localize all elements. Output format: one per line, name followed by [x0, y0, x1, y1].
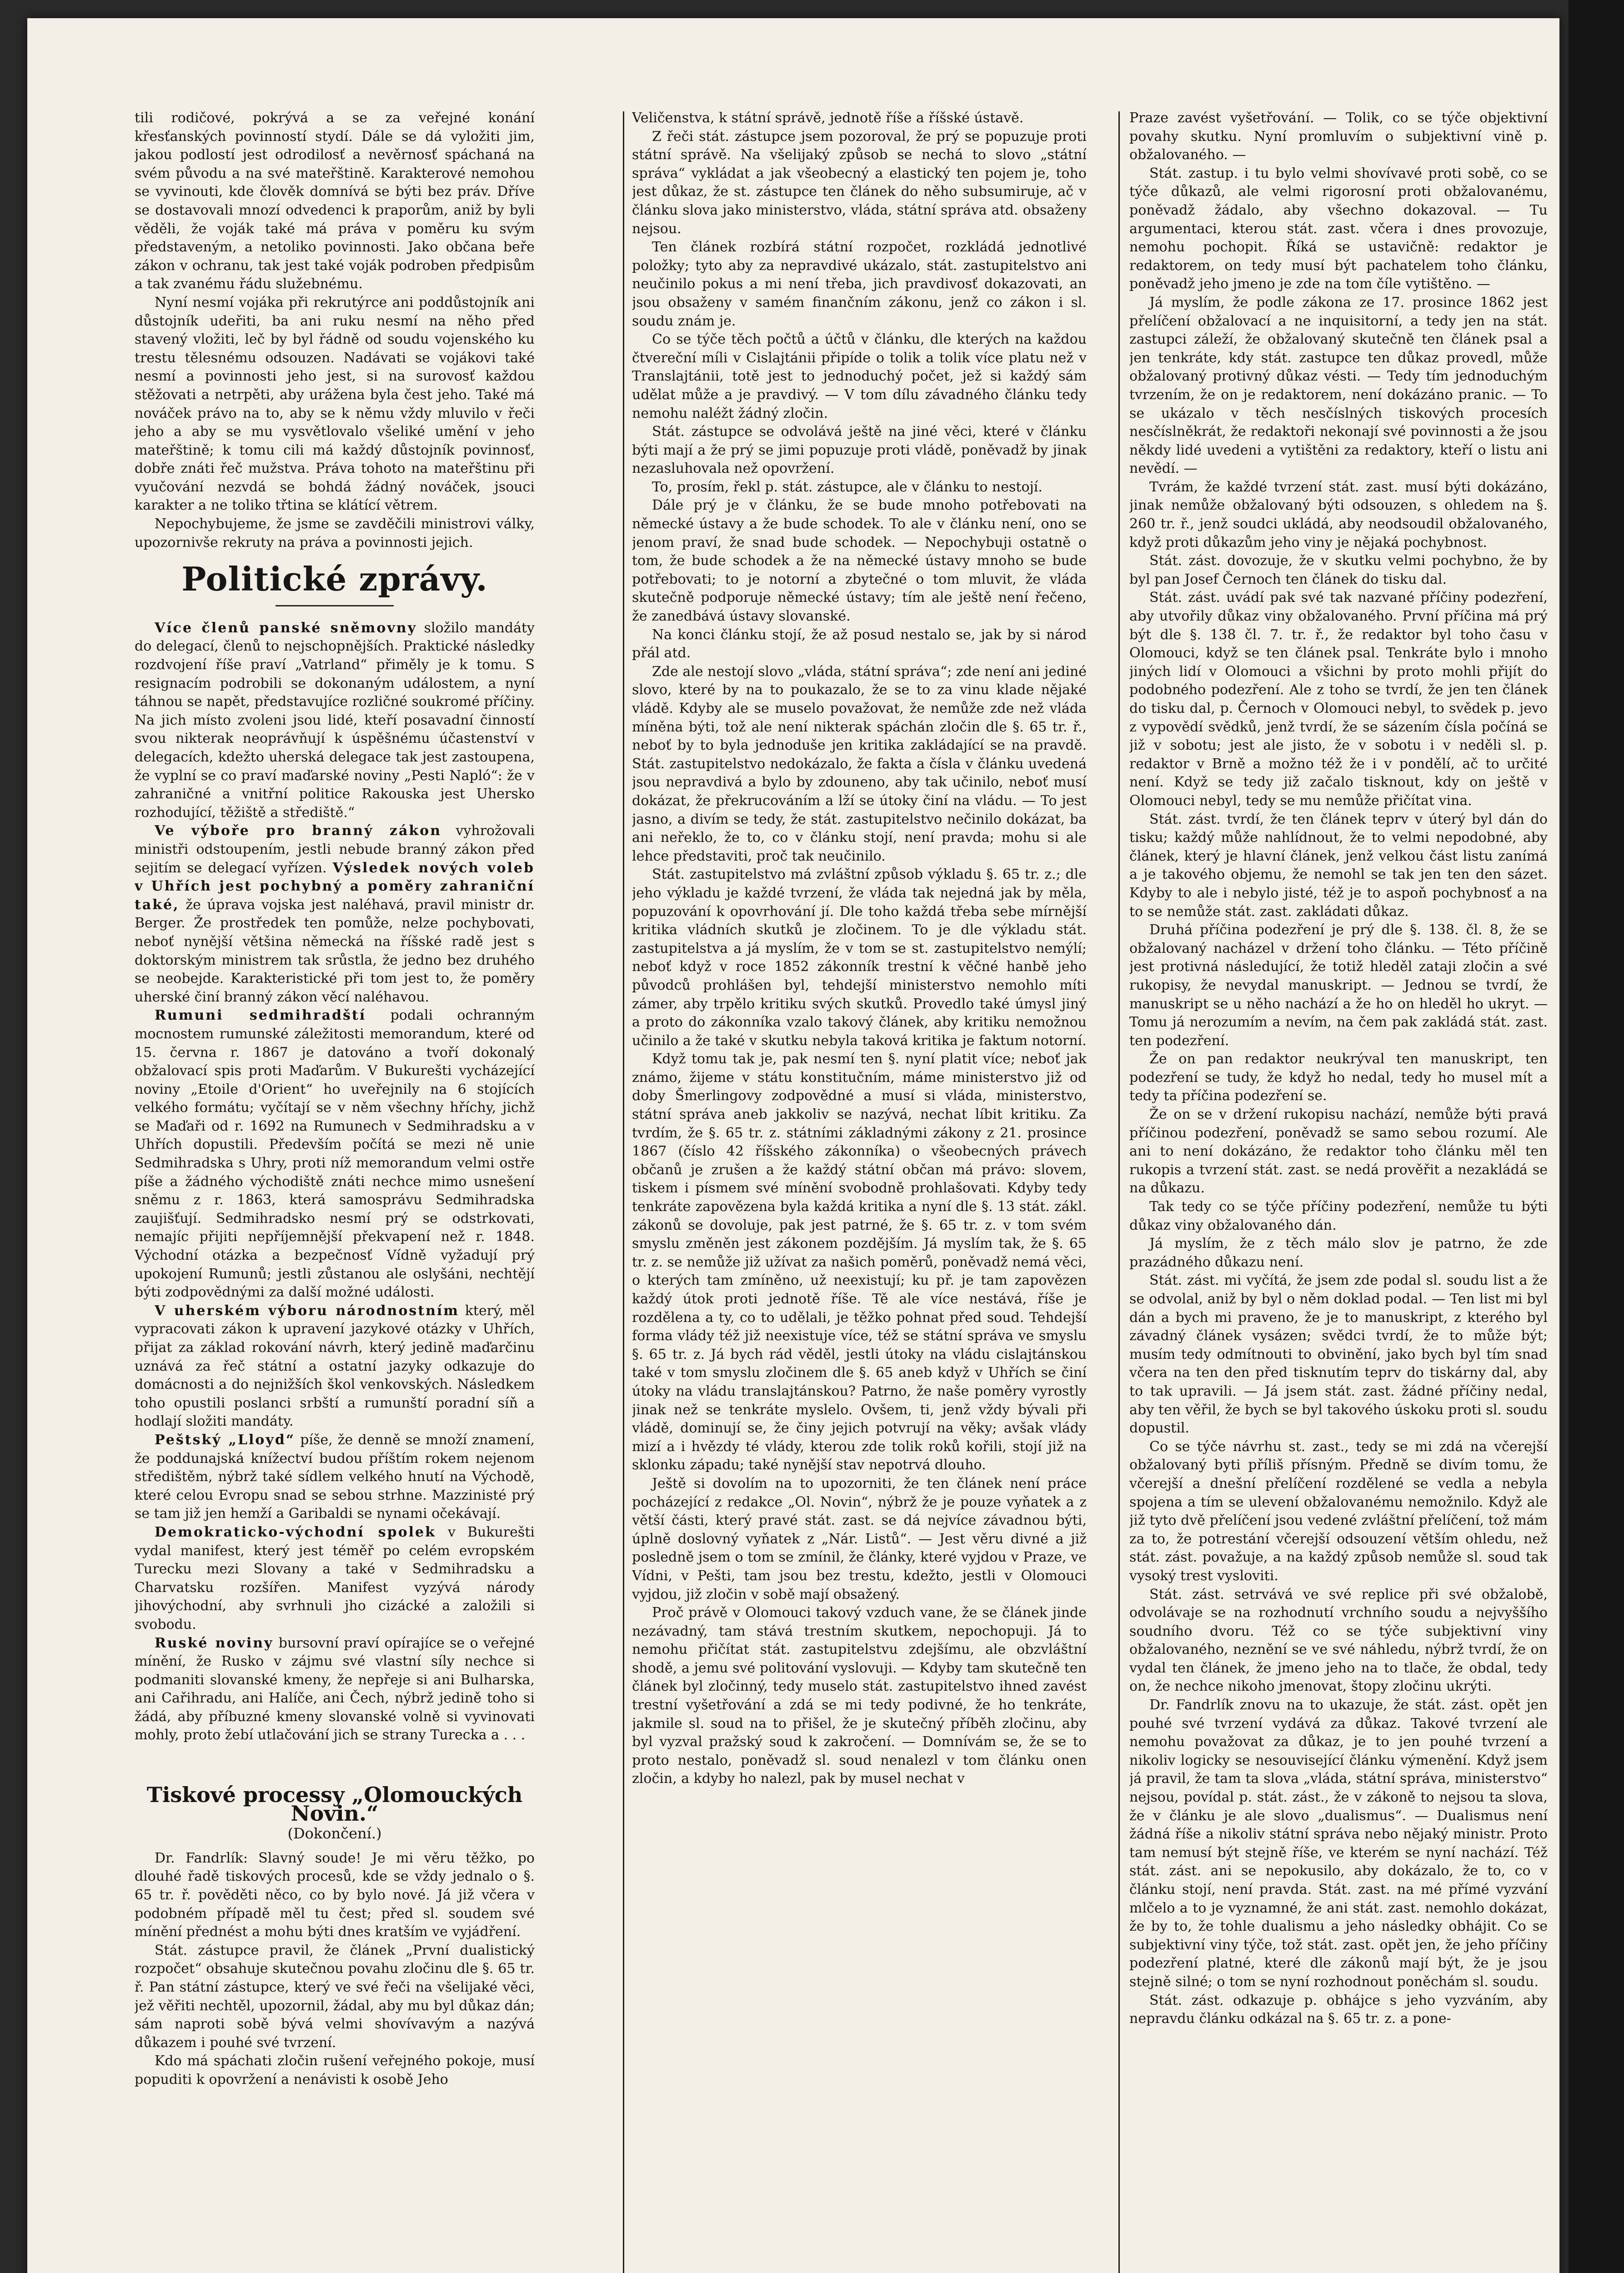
paragraph: Stát. zastupitelstvo má zvláštní způsob výkladu §. 65 tr. z.; dle jeho výkladu je každé tvrzení, že vláda tak nejedná jak by měla, popuzování k opovrhování jí. Dle toho každá třeba sebe mírnější kritika vládních skutků je zločinem. To je dle výkladu stát. zastupitelstva a já myslím, že v tom se st. zastupitelstvo nemýlí; neboť když v roce 1852 zákonník trestní k věčné hanbě jeho původců prohlášen byl, tehdejší ministerstvo nemohlo míti zámer, aby trpělo kritiku svých skutků. Provedlo také úmysl jiný a proto do zákonníka vzalo takový článek, aby kritiku nemožnou učinilo a že také v skutku nebyla taková kritika je faktum notorní. [632, 866, 1087, 1049]
news-item [135, 1006, 535, 1302]
paragraph: Zde ale nestojí slovo „vláda, státní správa“; zde není ani jediné slovo, které by na to poukazalo, že se to za vinu klade nějaké vládě. Kdyby ale se muselo považovat, že nemůže zde než vláda míněna býti, tož ale není nikterak spáchán zločin dle §. 65 tr. ř., neboť by to byla jednoduše jen kritika zakládající se na pravdě. Stát. zastupitelstvo nedokázalo, že fakta a čísla v článku uvedená jsou nepravdivá a bylo by zdouneno, aby tak učinilo, neboť musí dokázat, že překrucováním a lží se útoky činí na vládu. — To jest jasno, a divím se tedy, že stát. zastupitelstvo nečinilo dokázat, ba ani neřeklo, že to, co v článku stojí, není pravda; mohu si ale lehce představiti, proč tak neučinilo. [632, 663, 1087, 864]
news-item [135, 822, 535, 1006]
paragraph: Co se týče těch počtů a účtů v článku, dle kterých na každou čtvereční míli v Cislajtánii připíde o tolik a tolik více platu než v Translajtánii, totě jest to jednoduchý počet, jež si každý sám udělat může a je pravdivý. — V tom dílu závadného článku tedy nemohu naléžt žádný zločin. [632, 331, 1087, 421]
section-heading: Politické zprávy. [181, 560, 488, 599]
news-item-lead: Demokraticko-východní spolek [155, 1524, 436, 1540]
paragraph: Proč právě v Olomouci takový vzduch vane, že se článek jinde nezávadný, tam stává trestním skutkem, nepochopuji. Já to nemohu přičítat stát. zastupitelstvu zdejšímu, ale obzvláštní shodě, a jemu své politování vyslovuji. — Kdyby tam skutečně ten článek byl zločinný, tedy muselo stát. zastupitelstvo ihned zavést trestní vyšetřování a zdá se mi tedy podivné, že ho tenkráte, jakmile sl. soud na to přišel, že je skutečný příběh zločinu, aby byl vyzval pražský soud k zakročení. — Domnívám se, že se to proto nestalo, poněvadž sl. soud nenalezl v tom článku onen zločin, a kdyby ho nalezl, pak by musel nechat v [632, 1605, 1087, 1787]
scan-edge [1569, 0, 1624, 2273]
paragraph: Stát. zást. odkazuje p. obhájce s jeho vyzváním, aby nepravdu článku odkázal na §. 65 tr. z. a pone- [1129, 1992, 1548, 2027]
news-item [135, 1634, 535, 1745]
paragraph: Ten článek rozbírá státní rozpočet, rozkládá jednotlivé položky; tyto aby za nepravdivé ukázalo, stát. zastupitelstvo ani neučinilo pokus a mi není třeba, jich pravdivosť dokazovati, an jsou obsaženy v samém finančním zákonu, jenž co zákon i sl. soudu znám je. [632, 239, 1087, 329]
paragraph: Co se týče návrhu st. zast., tedy se mi zdá na včerejší obžalovaný byti příliš přísným. Předně se divím tomu, že včerejší a dnešní přelíčení rozdělené se vedla a nebyla spojena a tím se ulevení obžalovanému nemožnilo. Když ale již tyto dvě přelíčení jsou vedené zvláštní přelíčení, tož mám za to, že potrestání včerejší odsouzení větším ohledu, než stát. zást. považuje, a na každý způsob nemůže sl. soud tak vysoký trest vysloviti. [1129, 1438, 1548, 1584]
news-item-lead: Ruské noviny [155, 1635, 274, 1651]
news-item-lead: Ve výboře pro branný zákon [155, 823, 442, 839]
paragraph: Ještě si dovolím na to upozorniti, že ten článek není práce pocházející z redakce „Ol. Novin“, nýbrž že je pouze vyňatek a z větší části, který pravé stát. zast. se dá nejvíce závadnou býti, úplně doslovný vyňatek z „Nár. Listů“. — Jest věru divné a již posledně jsem o tom se zmínil, že články, které vyjdou v Praze, ve Vídni, v Pešti, tam jsou bez trestu, kdežto, jestli v Olomouci vyjdou, již zločin v sobě mají obsažený. [632, 1475, 1087, 1602]
news-item-lead: Výsledek nových voleb v Uhřích jest pochybný a poměry zahraniční také, [135, 860, 535, 913]
paragraph: Nyní nesmí vojáka při rekrutýrce ani poddůstojník ani důstojník udeřiti, ba ani ruku nesmí na něho před stavený vložiti, leč by byl řádně od soudu vojenského ku trestu tělesnému odsouzen. Nadávati se vojákovi také nesmí a povinnosti jeho jest, si na surovosť každou stěžovati a netrpěti, aby urážena byla čest jeho. Také má nováček právo na to, aby se k němu vždy mluvilo v řeči jeho a aby se mu vysvětlovalo všeliké umění v jeho mateřštině; k tomu cili má každý důstojník povinnosť, dobře znáti řeč mužstva. Práva tohoto na mateřštinu při vyučování nezvdá se bohdá žádný nováček, jsouci karakter a ne toliko třtina se klátící větrem. [135, 294, 535, 514]
news-item-text: který, měl vypracovati zákon k upravení jazykové otázky v Uhřích, přijat za základ rokování návrh, který jedině maďarčinu uznává za řeč státní a ostatní jazyky odkazuje do domácnosti a do nejnižších škol venkovských. Následkem toho opustili poslanci srbští a rumunští poradní síň a hodlají složiti mandáty. [135, 1302, 535, 1430]
column-rule [1118, 111, 1120, 2273]
news-item-text: v Bukurešti vydal manifest, který jest téměř po celém evropském Turecku mezi Slovany a také v Sedmihradsku a Charvatsku rozšířen. Manifest vyzývá národy jihovýchodní, aby svrhnuli jho cizácké a založili si svobodu. [135, 1524, 535, 1632]
paragraph: Veličenstva, k státní správě, jednotě říše a říšské ústavě. [632, 110, 1024, 126]
news-item [135, 619, 535, 822]
heading-rule [276, 605, 394, 606]
paragraph: Z řeči stát. zástupce jsem pozoroval, že prý se popuzuje proti státní správě. Na všelijaký způsob se nechá to slovo „státní správa“ vykládat a jak všeobecný a elastický ten pojem je, toho jest důkaz, že st. zástupce ten článek do něho subsumiruje, ač v článku slova jako ministerstvo, vláda, státní správa atd. obsaženy nejsou. [632, 128, 1087, 237]
article-heading: Tiskové processy „Olomouckých Novin.“ [146, 1782, 523, 1826]
paragraph: Tak tedy co se týče příčiny podezření, nemůže tu býti důkaz viny obžalovaného dán. [1129, 1199, 1548, 1233]
column-rule [623, 111, 624, 2273]
paragraph: Stát. zást. setrvává ve své replice při své obžalobě, odvolávaje se na rozhodnutí vrchního soudu a nejvyššího soudního dvoru. Též co se týče subjektivní viny obžalovaného, neznění se ve své náhledu, nýbrž tvrdí, že on vydal ten článek, že jmeno jeho na to tlače, že obdal, tedy on, že nechce nikoho jmenovat, štopy zločinu ukrýti. [1129, 1586, 1548, 1695]
paragraph: Na konci článku stojí, že až posud nestalo se, jak by si národ přál atd. [632, 626, 1087, 661]
news-item-lead: Rumuni sedmihradští [155, 1007, 366, 1024]
paragraph: tili rodičové, pokrývá a se za veřejné konání křesťanských povinností stydí. Dále se dá vyložiti jim, jakou podlostí jest odrodilosť a nevěrnosť spáchaná na svém původu a na své mateřštině. Karakterové nemohou se vyvinouti, kde člověk domnívá se býti bez práv. Dříve se dostavovali mnozí odvedenci k praporům, aniž by byli věděli, že voják také má práva v poměru ku svým představeným, a netoliko povinnosti. Jako občana beře zákon v ochranu, tak jest také voják podroben předpisům a tak zvanému řádu služebnému. [135, 110, 535, 292]
paragraph: To, prosím, řekl p. stát. zástupce, ale v článku to nestojí. [652, 479, 1043, 495]
news-item-lead: Více členů panské sněmovny [155, 620, 417, 636]
news-item [135, 1523, 535, 1634]
news-item-lead: V uherském výboru národnostním [155, 1302, 460, 1319]
paragraph: Stát. zástupce pravil, že článek „První dualistický rozpočet“ obsahuje skutečnou povahu zločinu dle §. 65 tr. ř. Pan státní zástupce, který ve své řeči na všelijaké věci, jež věřiti nechtěl, upozornil, žádal, aby mu byl důkaz dán; sám naproti sobě bývá velmi shovívavým a nazývá důkazem i pouhé své tvrzení. [135, 1942, 535, 2051]
news-item-lead: Peštský „Lloyd“ [155, 1432, 296, 1448]
paragraph: Kdo má spáchati zločin rušení veřejného pokoje, musí popuditi k opovržení a nenávisti k osobě Jeho [135, 2053, 535, 2088]
paragraph: Stát. zástupce se odvolává ještě na jiné věci, které v článku býti mají a že prý se jimi popuzuje proti vládě, poněvadž by jinak nezasluhovala než opovržení. [632, 424, 1087, 477]
paragraph: Já myslím, že podle zákona ze 17. prosince 1862 jest přelíčení obžalovací a ne inquisitorní, a tedy jen na stát. zastupci záleží, že obžalovaný skutečně ten článek psal a jen tenkráte, kdy stát. zastupce ten důkaz provedl, může obžalovaný protivný důkaz vésti. — Tedy tím jednoduchým tvrzením, že on je redaktorem, není dokázáno pranic. — To se ukázalo v těch nesčíslných tiskových procesích nesčíslněkrát, že redaktoři nekonají své povinnosti a že jsou někdy lidé uvedeni a vytištěni za redaktory, kteří o listu ani nevědí. — [1129, 294, 1548, 477]
column-2 [632, 109, 1087, 2273]
paragraph: Dr. Fandrlík znovu na to ukazuje, že stát. zást. opět jen pouhé své tvrzení vydává za důkaz. Takové tvrzení ale nemohu považovat za důkaz, je to jen pouhé tvrzení a nikoliv logicky se nesouvisející článku výmenění. Když jsem já pravil, že tam ta slova „vláda, státní správa, ministerstvo“ nejsou, povídal p. stát. zást., že v zákoně to nejsou ta slova, že v článku je ale slovo „dualismus“. — Dualismus není žádná říše a nikoliv státní správa nebo nějaký ministr. Proto tam nemusí být stejně říše, ve kterém se nyní nachází. Též stát. zást. ani se nepokusilo, aby dokázalo, že to, co v článku stojí, není pravda. Stát. zast. na mé přímé vyzvání mlčelo a to je vyznamné, že ani stát. zast. nemohlo dokázat, že by to, že tohle dualismu a jeho následky obhájit. Co se subjektivní viny týče, tož stát. zast. opět jen, že jeho příčiny podezření platné, které dle zákonů mají být, že je jsou stejně silné; o tom se nyní rozhodnout poněchám sl. soudu. [1129, 1697, 1548, 1990]
paragraph: Dále prý je v článku, že se bude mnoho potřebovati na německé ústavy a že bude schodek. To ale v článku není, ono se jenom praví, že snad bude schodek. — Nepochybuji ostatně o tom, že bude schodek a že na německé ústavy mnoho se bude potřebovati; to je notorní a zbytečné o tom mluvit, že vláda skutečně podporuje německé ústavy; tím ale ještě není řečeno, že zanedbává ústavy slovanské. [632, 497, 1087, 625]
paragraph: Tvrám, že každé tvrzení stát. zast. musí býti dokázáno, jinak nemůže obžalovaný býti odsouzen, s ohledem na §. 260 tr. ř., jenž soudci ukládá, aby neodsoudil obžalovaného, když proti důkazům jeho viny je nějaká pochybnost. [1129, 479, 1548, 551]
column-1 [135, 109, 535, 2273]
news-item-text: bursovní praví opírajíce se o veřejné mínění, že Rusko v zájmu své vlastní síly nechce si podmaniti slovanské kmeny, že nepřeje si ani Bulharska, ani Cařihradu, ani Halíče, ani Čech, nýbrž jedině toho si žádá, aby příbuzné kmeny slovanské volně si vyvinovati mohly, proto žebí utlačování jich se strany Turecka a . . . [135, 1635, 535, 1743]
paragraph: Že on pan redaktor neukrýval ten manuskript, ten podezření se tudy, že když ho nedal, tedy ho musel mít a tedy ta příčina podezření se. [1129, 1051, 1548, 1104]
paragraph: Já myslím, že z těch málo slov je patrno, že zde prazádného důkazu není. [1129, 1236, 1548, 1270]
paragraph: Praze zavést vyšetřování. — Tolik, co se týče objektivní povahy skutku. Nyní promluvím o subjektivní vině p. obžalovaného. — [1129, 110, 1548, 163]
news-item-text: píše, že denně se množí znamení, že poddunajská knížectví budou příštím rokem nejenom středištěm, nýbrž také sídlem velkého hnutí na Východě, které celou Evropu snad se sebou strhne. Mazzinisté prý se tam již jen hemží a Garibaldi se nynami očekávají. [135, 1432, 535, 1522]
paragraph: Když tomu tak je, pak nesmí ten §. nyní platit více; neboť jak známo, žijeme v státu konstitučním, máme ministerstvo již od doby Šmerlingovy zodpovědné a musí si vláda, ministerstvo, státní správa aneb jakkoliv se nazývá, nechat líbit kritiku. Za tvrdím, že §. 65 tr. z. státními základnými zákony z 21. prosince 1867 (číslo 42 říšského zákonníka) o všeobecných právech občanů je zrušen a že každý státní občan má právo: slovem, tiskem i písmem své mínění svobodně prohlašovati. Kdyby tedy tenkráte zapovězena byla každá kritika a nyní dle §. 13 stát. zákl. zákonů se dovoluje, pak jest patrné, že §. 65 tr. z. v tom svém smyslu změněn jest zákonem pozdějším. Já myslím tak, že §. 65 tr. z. se nemůže již užívat za našich poměrů, poněvadž nemá věci, o kterých tam zmíněno, už neexistují; ku př. je tam zapovězen každý útok proti jednotě říše. Tě ale více nestává, říše je rozdělena a ty, co to udělali, je těžko pohnat před soud. Tehdejší forma vlády též již neexistuje více, též se státní správa ve smyslu §. 65 tr. z. Já bych rád věděl, jestli útoky na vládu cislajtánskou také v tom smyslu zločinem dle §. 65 aneb když v Uhřích se činí útoky na vládu translajtánskou? Patrno, že naše poměry vyrostly jinak než se tenkráte myslelo. Ovšem, ti, jenž vždy bývali při vládě, dominují se, že činy jejich potvrují na věky; avšak vlády mizí a i hvězdy té vlády, kterou zde tolik roků kořili, stojí již na sklonku západu; také nynější stav nepotrvá dlouho. [632, 1051, 1087, 1473]
column-3 [1129, 109, 1548, 2273]
news-item [135, 1302, 535, 1431]
paragraph: Nepochybujeme, že jsme se zavděčili ministrovi války, upozornivše rekruty na práva a povinnosti jejich. [135, 516, 535, 551]
paragraph: Že on se v držení rukopisu nachází, nemůže býti pravá příčinou podezření, poněvadž se samo sebou rozumí. Ale ani to není dokázáno, že redaktor toho článku měl ten rukopis a tvrzení stát. zast. se nedá prověřit a nezakládá se na důkazu. [1129, 1106, 1548, 1197]
paragraph: Dr. Fandrlík: Slavný soude! Je mi věru těžko, po dlouhé řadě tiskových procesů, kde se vždy jednalo o §. 65 tr. ř. pověděti něco, co by bylo nové. Já již včera v podobném případě měl tu čest; před sl. soudem své mínění přednést a mohu býti dnes kratším ve vyjádření. [135, 1850, 535, 1940]
paragraph: Stát. zást. dovozuje, že v skutku velmi pochybno, že by byl pan Josef Černoch ten článek do tisku dal. [1129, 553, 1548, 587]
news-item [135, 1431, 535, 1523]
paragraph: Stát. zást. mi vyčítá, že jsem zde podal sl. soudu list a že se odvolal, aniž by byl o něm doklad podal. — Ten list mi byl dán a bych mi praveno, že je to manuskript, z kterého byl závadný článek vysázen; svědci tvrdí, že to může být; musím tedy odmítnouti to obvinění, jako bych byl tím snad včera na ten den před tisknutím teprv do tiskárny dal, aby to tak upravili. — Já jsem stát. zast. žádné příčiny nedal, aby ten věřil, že bych se byl takového úskoku proti sl. soudu dopustil. [1129, 1272, 1548, 1437]
news-item-text: že úprava vojska jest naléhavá, pravil ministr dr. Berger. Že prostředek ten pomůže, nelze pochybovati, neboť nynější většina německá na říšské radě jest s doktorským ministrem tak srůstla, že jedno bez druhého se neobejde. Karakteristické při tom jest to, že poměry uherské činí branný zákon věcí naléhavou. [135, 896, 535, 1005]
news-item-text: podali ochranným mocnostem rumunské záležitosti memorandum, které od 15. června r. 1867 je datováno a tvoří dokonalý obžalovací spis proti Maďarům. V Bukurešti vycházející noviny „Etoile d'Orient“ ho uveřejnily na 6 stojících velkého formátu; vyčítají se v něm všechny hříchy, jichž se Maďaři od r. 1692 na Rumunech v Sedmihradsku a v Uhřích dopustili. Především počítá se mezi ně unie Sedmihradska s Uhry, proti níž memorandum velmi ostře píše a žádného východiště znáti nechce mimo usnešení sněmu z r. 1863, která samosprávu Sedmihradska zaujišťují. Sedmihradsko nesmí prý se odstrkovati, nemajíc přijiti nepříjemnější překvapení než r. 1848. Východní otázka a bezpečnosť Vídně vyžadují prý upokojení Rumunů; jestli zůstanou ale oslyšáni, nechtějí býti zodpovědnými za další možné události. [135, 1007, 535, 1301]
article-subheading: (Dokončení.) [287, 1825, 382, 1842]
paragraph: Stát. zást. uvádí pak své tak nazvané příčiny podezření, aby utvořily důkaz viny obžalovaného. První příčina má prý být dle §. 138 čl. 7. tr. ř., že redaktor byl toho času v Olomouci, když se ten článek psal. Tenkráte bylo i mnoho jiných lidí v Olomouci a všichni by proto mohli přijít do podobného podezření. Ale z toho se tvrdí, že jen ten článek do tisku dal, p. Černoch v Olomouci nebyl, to svědek p. jevo z vypovědí svědků, jenž tvrdí, že se sázením čísla počíná se již v sobotu; jest ale jisto, že v sobotu i v neděli sl. p. redaktor v Brně a možno též že i v pondělí, ač to určité není. Když se tedy již začalo tisknout, kdy on ještě v Olomouci nebyl, tedy se mu nemůže přičítat vina. [1129, 590, 1548, 809]
news-item-text: vyhrožovali ministři odstoupením, jestli nebude branný zákon před sejitím se delegací vyřízen. [135, 823, 535, 876]
paragraph: Stát. zást. tvrdí, že ten článek teprv v úterý byl dán do tisku; každý může nahlídnout, že to velmi nepodobné, aby článek, který je hlavní článek, jenž velkou část listu zanímá a je takového objemu, že nemohl se tak jen ten den sázet. Kdyby to ale i nebylo jisté, též je to aspoň pochybnosť a na to se nemůže stát. zast. zakládati důkaz. [1129, 811, 1548, 920]
paragraph: Stát. zastup. i tu bylo velmi shovívavé proti sobě, co se týče důkazů, ale velmi rigorosní proti obžalovanému, poněvadž žádalo, aby všechno dokazoval. — Tu argumentaci, kterou stát. zast. včera i dnes provozuje, nemohu pochopit. Říká se ustavičně: redaktor je redaktorem, on tedy musí být pachatelem toho článku, poněvadž jeho jmeno je zde na tom číle vytištěno. — [1129, 165, 1548, 292]
newspaper-page [27, 18, 1559, 2273]
paragraph: Druhá příčina podezření je prý dle §. 138. čl. 8, že se obžalovaný nacházel v držení toho článku. — Této příčině jest protivná následující, že totiž hleděl zataji zločin a své rukopisy, že nevydal manuskript. — Jednou se tvrdí, že manuskript se u něho nachází a že ho on hleděl ho ukryt. — Tomu já nerozumím a nevím, na čem pak zakládá stát. zast. ten podezření. [1129, 922, 1548, 1049]
news-item-text: složilo mandáty do delegací, členů to nejschopnějších. Praktické následky rozdvojení říše praví „Vatrland“ přiměly je k tomu. S resignacím podrobili se dokonaným událostem, a nyní táhnou se napět, představujíce rozličné soukromé příčiny. Na jich místo zvoleni jsou lidé, kteří posavadní činností svou nikterak neoprávňují k úspěšnému účastenství v delegacích, kdežto uherská delegace tak jest zastoupena, že vyplní se co praví maďarské noviny „Pesti Napló“: že v zahraničné a vnitřní politice Rakouska jest Uhersko rozhodující, těžiště a střediště.“ [135, 620, 535, 821]
